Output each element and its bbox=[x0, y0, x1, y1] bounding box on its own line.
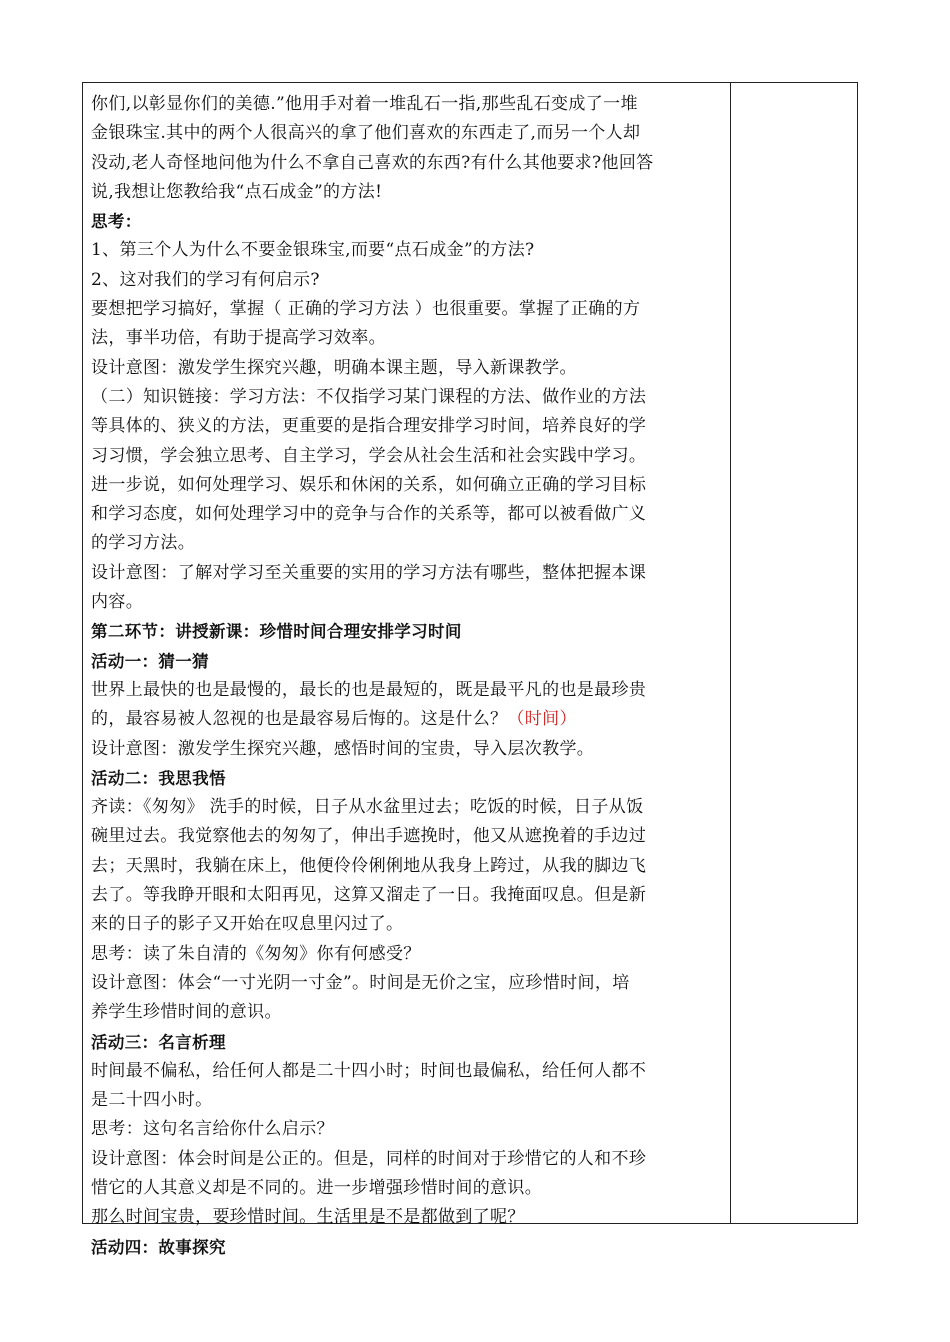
text-line bbox=[91, 969, 723, 998]
line-text: 养学生珍惜时间的意识。 bbox=[91, 1002, 282, 1023]
text-line bbox=[91, 236, 723, 265]
line-text: 金银珠宝.其中的两个人很高兴的拿了他们喜欢的东西走了,而另一个人却 bbox=[91, 123, 641, 144]
line-text: 思考：读了朱自清的《匆匆》你有何感受？ bbox=[91, 943, 421, 964]
text-line bbox=[91, 1174, 723, 1203]
line-text: 设计意图：体会“一寸光阴一寸金”。时间是无价之宝，应珍惜时间，培 bbox=[91, 972, 630, 993]
line-text: 和学习态度，如何处理学习中的竞争与合作的关系等，都可以被看做广义 bbox=[91, 504, 647, 525]
text-line bbox=[91, 559, 723, 588]
section-heading bbox=[91, 1028, 723, 1057]
section-heading bbox=[91, 617, 723, 646]
section-heading bbox=[91, 1233, 723, 1262]
line-text: 说,我想让您教给我“点石成金”的方法! bbox=[91, 181, 383, 202]
line-text: 碗里过去。我觉察他去的匆匆了，伸出手遮挽时，他又从遮挽着的手边过 bbox=[91, 826, 647, 847]
line-text: 时间最不偏私，给任何人都是二十四小时；时间也最偏私，给任何人都不 bbox=[91, 1060, 647, 1081]
text-line bbox=[91, 881, 723, 910]
notes-cell bbox=[731, 83, 857, 1223]
text-line bbox=[91, 1145, 723, 1174]
text-line bbox=[91, 735, 723, 764]
text-line bbox=[91, 793, 723, 822]
line-text: 进一步说，如何处理学习、娱乐和休闲的关系，如何确立正确的学习目标 bbox=[91, 474, 647, 495]
line-text: 设计意图：体会时间是公正的。但是，同样的时间对于珍惜它的人和不珍 bbox=[91, 1148, 647, 1169]
text-line bbox=[91, 940, 723, 969]
line-text: 思考： bbox=[91, 212, 142, 232]
text-line bbox=[91, 324, 723, 353]
text-line bbox=[91, 354, 723, 383]
text-line bbox=[91, 822, 723, 851]
lesson-plan-table bbox=[82, 82, 858, 1257]
text-line bbox=[91, 266, 723, 295]
line-text: 要想把学习搞好，掌握（ 正确的学习方法 ）也很重要。掌握了正确的方 bbox=[91, 299, 641, 320]
text-line bbox=[91, 910, 723, 939]
text-line bbox=[91, 500, 723, 529]
text-line bbox=[91, 588, 723, 617]
line-text: 世界上最快的也是最慢的，最长的也是最短的，既是最平凡的也是最珍贵 bbox=[91, 679, 647, 700]
line-text: 去；天黑时，我躺在床上，他便伶伶俐俐地从我身上跨过，从我的脚边飞 bbox=[91, 855, 647, 876]
line-text: 的学习方法。 bbox=[91, 533, 196, 554]
content-cell bbox=[91, 90, 723, 1262]
line-text: 去了。等我睁开眼和太阳再见，这算又溜走了一日。我掩面叹息。但是新 bbox=[91, 885, 647, 906]
line-text: 活动一：猜一猜 bbox=[91, 651, 209, 671]
text-line bbox=[91, 119, 723, 148]
line-text: 的，最容易被人忽视的也是最容易后悔的。这是什么？ bbox=[91, 709, 508, 730]
line-text: 活动四：故事探究 bbox=[91, 1237, 226, 1257]
text-line bbox=[91, 1086, 723, 1115]
line-text: 惜它的人其意义却是不同的。进一步增强珍惜时间的意识。 bbox=[91, 1177, 543, 1198]
text-line bbox=[91, 852, 723, 881]
text-line bbox=[91, 529, 723, 558]
line-text: 法，事半功倍，有助于提高学习效率。 bbox=[91, 328, 386, 349]
line-text: 第二环节：讲授新课：珍惜时间合理安排学习时间 bbox=[91, 622, 462, 642]
line-text: （二）知识链接：学习方法：不仅指学习某门课程的方法、做作业的方法 bbox=[91, 386, 647, 407]
section-heading bbox=[91, 764, 723, 793]
line-text: 没动,老人奇怪地问他为什么不拿自己喜欢的东西?有什么其他要求?他回答 bbox=[91, 152, 654, 173]
text-line bbox=[91, 705, 723, 734]
line-text: 思考：这句名言给你什么启示？ bbox=[91, 1119, 334, 1140]
line-text: 活动三：名言析理 bbox=[91, 1032, 226, 1052]
answer-highlight: （时间） bbox=[507, 709, 577, 730]
line-text: 设计意图：了解对学习至关重要的实用的学习方法有哪些，整体把握本课 bbox=[91, 562, 647, 583]
text-line bbox=[91, 383, 723, 412]
text-line bbox=[91, 471, 723, 500]
line-text: 来的日子的影子又开始在叹息里闪过了。 bbox=[91, 914, 404, 935]
line-text: 2、这对我们的学习有何启示? bbox=[91, 269, 320, 290]
line-text: 齐读：《匆匆》 洗手的时候，日子从水盆里过去；吃饭的时候，日子从饭 bbox=[91, 797, 644, 818]
text-line bbox=[91, 1057, 723, 1086]
line-text: 1、第三个人为什么不要金银珠宝,而要“点石成金”的方法? bbox=[91, 240, 535, 261]
text-line bbox=[91, 1115, 723, 1144]
section-heading bbox=[91, 647, 723, 676]
line-text: 那么时间宝贵，要珍惜时间。生活里是不是都做到了呢？ bbox=[91, 1207, 525, 1228]
line-text: 等具体的、狭义的方法，更重要的是指合理安排学习时间，培养良好的学 bbox=[91, 416, 647, 437]
line-text: 设计意图：激发学生探究兴趣，感悟时间的宝贵，导入层次教学。 bbox=[91, 738, 595, 759]
text-line bbox=[91, 295, 723, 324]
text-line bbox=[91, 998, 723, 1027]
line-text: 是二十四小时。 bbox=[91, 1090, 213, 1111]
text-line bbox=[91, 412, 723, 441]
line-text: 习习惯，学会独立思考、自主学习，学会从社会生活和社会实践中学习。 bbox=[91, 445, 647, 466]
text-line bbox=[91, 676, 723, 705]
text-line bbox=[91, 442, 723, 471]
line-text: 内容。 bbox=[91, 592, 144, 613]
line-text: 设计意图：激发学生探究兴趣，明确本课主题，导入新课教学。 bbox=[91, 357, 577, 378]
text-line bbox=[91, 1203, 723, 1232]
text-line bbox=[91, 149, 723, 178]
text-line bbox=[91, 90, 723, 119]
text-line bbox=[91, 178, 723, 207]
section-heading bbox=[91, 207, 723, 236]
line-text: 你们,以彰显你们的美德.”他用手对着一堆乱石一指,那些乱石变成了一堆 bbox=[91, 94, 638, 114]
line-text: 活动二：我思我悟 bbox=[91, 768, 226, 788]
